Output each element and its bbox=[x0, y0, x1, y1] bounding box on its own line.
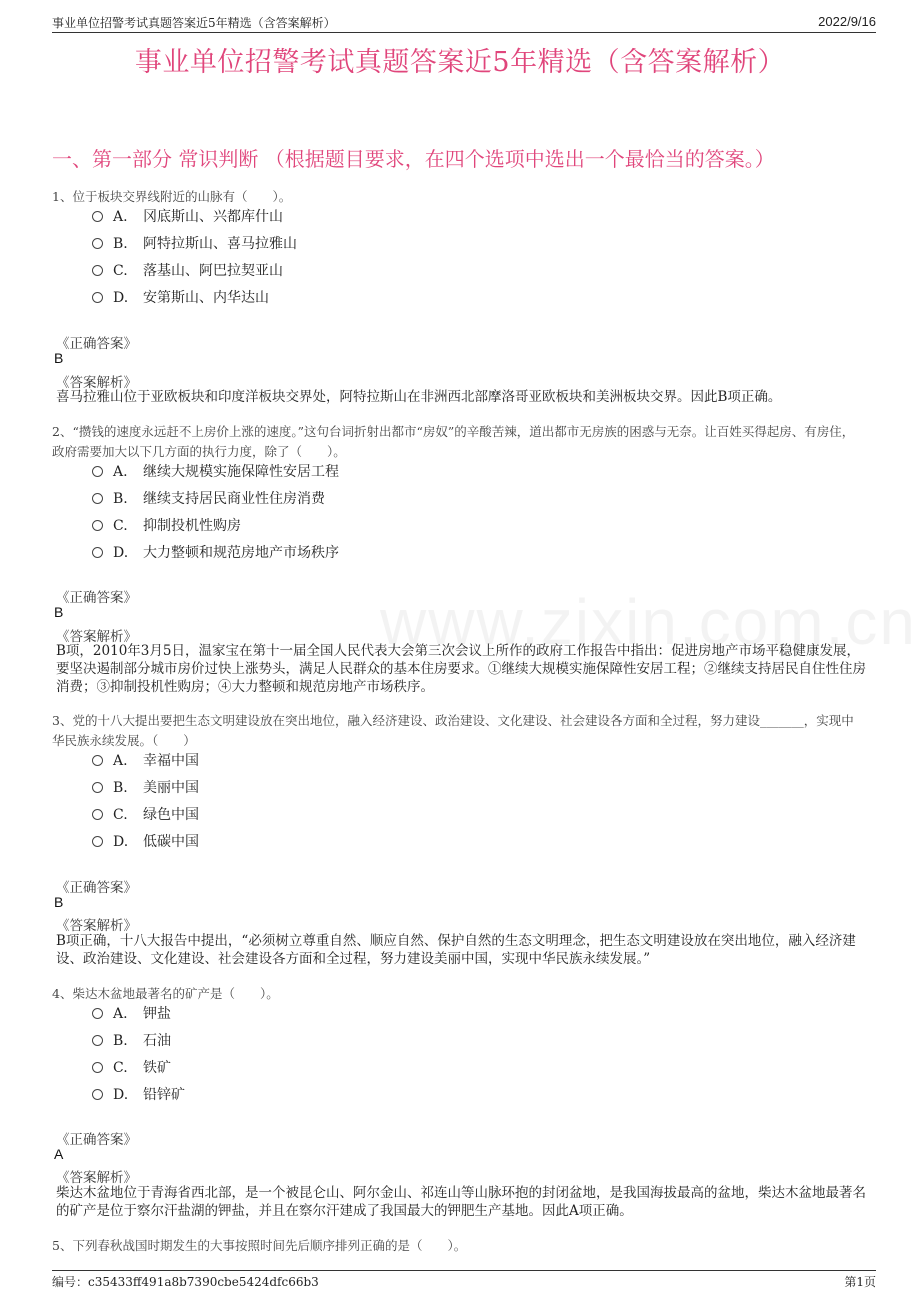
option-a[interactable]: A. 幸福中国 bbox=[92, 751, 199, 771]
radio-icon[interactable] bbox=[92, 547, 103, 558]
document-title: 事业单位招警考试真题答案近5年精选（含答案解析） bbox=[134, 47, 786, 78]
section-heading: 一、第一部分 常识判断 （根据题目要求，在四个选项中选出一个最恰当的答案。） bbox=[52, 147, 775, 171]
radio-icon[interactable] bbox=[92, 265, 103, 276]
question-stem: 1、位于板块交界线附近的山脉有（ ）。 bbox=[52, 189, 292, 204]
option-b[interactable]: B. 石油 bbox=[92, 1031, 171, 1051]
radio-icon[interactable] bbox=[92, 782, 103, 793]
correct-answer: B bbox=[54, 894, 64, 910]
correct-answer-label: 《正确答案》 bbox=[56, 1132, 137, 1148]
radio-icon[interactable] bbox=[92, 836, 103, 847]
header-doc-title: 事业单位招警考试真题答案近5年精选（含答案解析） bbox=[52, 16, 336, 30]
question-stem: 3、党的十八大提出要把生态文明建设放在突出地位，融入经济建设、政治建设、文化建设、社会建设各方面和全过程，努力建设_______，实现中华民族永续发展。（ ） bbox=[52, 713, 854, 748]
option-d[interactable]: D. 大力整顿和规范房地产市场秩序 bbox=[92, 543, 339, 563]
radio-icon[interactable] bbox=[92, 211, 103, 222]
analysis-text: B项正确，十八大报告中提出，“必须树立尊重自然、顺应自然、保护自然的生态文明理念，把生态文明建设放在突出地位，融入经济建设、政治建设、文化建设、社会建设各方面和全过程，努力建设美丽中国，实现中华民族永续发展。” bbox=[56, 933, 856, 967]
option-c[interactable]: C. 铁矿 bbox=[92, 1058, 171, 1078]
radio-icon[interactable] bbox=[92, 292, 103, 303]
correct-answer-label: 《正确答案》 bbox=[56, 590, 137, 606]
analysis-label: 《答案解析》 bbox=[56, 1170, 137, 1186]
radio-icon[interactable] bbox=[92, 493, 103, 504]
option-b[interactable]: B. 美丽中国 bbox=[92, 778, 199, 798]
option-c[interactable]: C. 抑制投机性购房 bbox=[92, 516, 241, 536]
page-footer bbox=[52, 1270, 876, 1289]
document-code: 编号：c35433ff491a8b7390cbe5424dfc66b3 bbox=[52, 1275, 319, 1289]
analysis-text: B项，2010年3月5日，温家宝在第十一届全国人民代表大会第三次会议上所作的政府工作报告中指出：促进房地产市场平稳健康发展，要坚决遏制部分城市房价过快上涨势头，满足人民群众的基本住房要求。①继续大规模实施保障性安居工程；②继续支持居民自住性住房消费；③抑制投机性购房；④大力整顿和规范房地产市场秩序。 bbox=[56, 643, 866, 695]
radio-icon[interactable] bbox=[92, 238, 103, 249]
option-b[interactable]: B. 阿特拉斯山、喜马拉雅山 bbox=[92, 234, 297, 254]
analysis-label: 《答案解析》 bbox=[56, 918, 137, 934]
question-stem: 2、“攒钱的速度永远赶不上房价上涨的速度。”这句台词折射出都市“房奴”的辛酸苦辣，道出都市无房族的困惑与无奈。让百姓买得起房、有房住，政府需要加大以下几方面的执行力度，除了（ ）。 bbox=[52, 424, 855, 459]
option-d[interactable]: D. 铅锌矿 bbox=[92, 1085, 185, 1105]
radio-icon[interactable] bbox=[92, 755, 103, 766]
analysis-label: 《答案解析》 bbox=[56, 375, 137, 391]
question-stem: 4、柴达木盆地最著名的矿产是（ ）。 bbox=[52, 986, 279, 1001]
correct-answer: B bbox=[54, 604, 64, 620]
radio-icon[interactable] bbox=[92, 1008, 103, 1019]
question-stem: 5、下列春秋战国时期发生的大事按照时间先后顺序排列正确的是（ ）。 bbox=[52, 1238, 467, 1253]
radio-icon[interactable] bbox=[92, 1089, 103, 1100]
page-header bbox=[52, 14, 876, 33]
option-c[interactable]: C. 落基山、阿巴拉契亚山 bbox=[92, 261, 283, 281]
analysis-text: 柴达木盆地位于青海省西北部，是一个被昆仑山、阿尔金山、祁连山等山脉环抱的封闭盆地，是我国海拔最高的盆地，柴达木盆地最著名的矿产是位于察尔汗盐湖的钾盐，并且在察尔汗建成了我国最大的钾肥生产基地。因此A项正确。 bbox=[56, 1185, 866, 1219]
radio-icon[interactable] bbox=[92, 466, 103, 477]
analysis-text: 喜马拉雅山位于亚欧板块和印度洋板块交界处，阿特拉斯山在非洲西北部摩洛哥亚欧板块和美洲板块交界。因此B项正确。 bbox=[56, 389, 782, 405]
correct-answer: B bbox=[54, 350, 64, 366]
option-d[interactable]: D. 安第斯山、内华达山 bbox=[92, 288, 269, 308]
radio-icon[interactable] bbox=[92, 809, 103, 820]
option-d[interactable]: D. 低碳中国 bbox=[92, 832, 199, 852]
correct-answer-label: 《正确答案》 bbox=[56, 880, 137, 896]
header-date: 2022/9/16 bbox=[818, 14, 876, 29]
page-number: 第1页 bbox=[844, 1275, 876, 1289]
radio-icon[interactable] bbox=[92, 1062, 103, 1073]
radio-icon[interactable] bbox=[92, 520, 103, 531]
analysis-label: 《答案解析》 bbox=[56, 629, 137, 645]
option-c[interactable]: C. 绿色中国 bbox=[92, 805, 199, 825]
option-a[interactable]: A. 钾盐 bbox=[92, 1004, 171, 1024]
option-a[interactable]: A. 继续大规模实施保障性安居工程 bbox=[92, 462, 339, 482]
option-a[interactable]: A. 冈底斯山、兴都库什山 bbox=[92, 207, 283, 227]
correct-answer-label: 《正确答案》 bbox=[56, 336, 137, 352]
radio-icon[interactable] bbox=[92, 1035, 103, 1046]
correct-answer: A bbox=[54, 1146, 64, 1162]
option-b[interactable]: B. 继续支持居民商业性住房消费 bbox=[92, 489, 325, 509]
